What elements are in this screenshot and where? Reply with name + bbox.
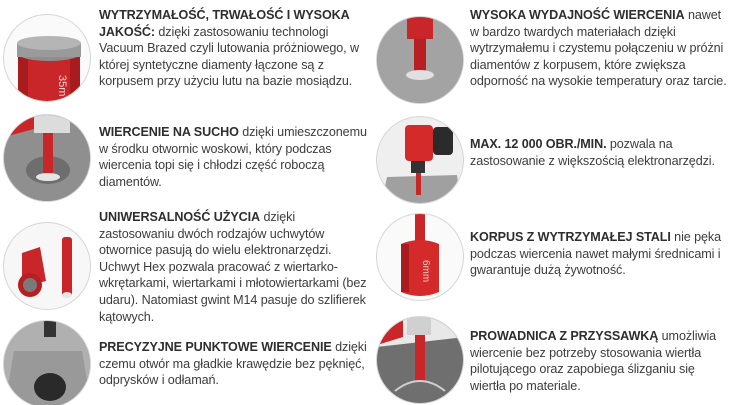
- feature-suction-guide: [470, 328, 730, 394]
- feature-heading: PRECYZYJNE PUNKTOWE WIERCENIE: [99, 340, 332, 354]
- feature-durability: [99, 7, 367, 90]
- cordless-drill-image: [376, 116, 464, 204]
- feature-body: dzięki zastosowaniu dwóch rodzajów uchwytów otwornice pasują do wielu elektronarzędzi. Uchwyt Hex pozwala pracować z wiertarko-wkrętarkami, wiertarkami i młotowiertarkami (bez udaru). Natomiast gwint M14 pasuje do szlifierek kątowych.: [99, 210, 367, 324]
- diamond-core-bit-35mm-image: [3, 14, 91, 102]
- bit-shanks-icon: [4, 223, 91, 310]
- feature-body: dzięki umieszczonemu w środku otwornic woskowi, który podczas wiercenia topi się i chłodzi część roboczą diamentów.: [99, 125, 367, 189]
- suction-guide-icon: [377, 317, 464, 404]
- svg-text:35m: 35m: [56, 75, 68, 97]
- feature-heading: WYTRZYMAŁOŚĆ, TRWAŁOŚĆ I WYSOKA JAKOŚĆ:: [99, 8, 350, 39]
- two-bit-shanks-image: [3, 222, 91, 310]
- feature-body: pozwala na zastosowanie z większością elektronarzędzi.: [470, 137, 715, 168]
- cordless-drill-icon: [377, 117, 464, 204]
- svg-text:6mm: 6mm: [420, 260, 431, 283]
- feature-heading: PROWADNICA Z PRZYSSAWKĄ: [470, 329, 659, 343]
- drilled-hole-icon: [4, 321, 91, 405]
- feature-body: dzięki zastosowaniu technologi Vacuum Brazed czyli lutowania próżniowego, w której syntetyczne diamenty łączone są z korpusem przy użyciu lutu na bazie mosiądzu.: [99, 24, 359, 89]
- feature-body: nie pęka podczas wiercenia nawet małymi średnicami i gwarantuje dużą żywotność.: [470, 230, 721, 278]
- feature-precision: [99, 339, 367, 389]
- feature-heading: MAX. 12 000 OBR./MIN.: [470, 137, 607, 151]
- feature-heading: KORPUS Z WYTRZYMAŁEJ STALI: [470, 230, 671, 244]
- steel-bit-body-6mm-image: [376, 213, 464, 301]
- feature-max-rpm: [470, 136, 730, 169]
- clean-drilled-hole-image: [3, 320, 91, 405]
- feature-body: nawet w bardzo twardych materiałach dzięki wytrzymałemu i czystemu połączeniu w próżni diamentów z korpusem, które zwiększa odporność na wysokie temperatury oraz tarcie.: [470, 8, 727, 89]
- drilling-tile-image: [3, 114, 91, 202]
- feature-body: umożliwia wiercenie bez potrzeby stosowania wiertła pilotującego oraz zapobiega ślizganiu się wiertła po materiale.: [470, 329, 717, 393]
- feature-dry-drilling: [99, 124, 367, 190]
- feature-versatility: [99, 209, 367, 325]
- feature-steel-body: [470, 229, 730, 279]
- drill-in-tile-icon: [4, 115, 91, 202]
- feature-efficiency: [470, 7, 730, 90]
- diamond-bit-icon: [4, 15, 91, 102]
- bit-in-hard-material-image: [376, 16, 464, 104]
- suction-cup-guide-image: [376, 316, 464, 404]
- feature-heading: WYSOKA WYDAJNOŚĆ WIERCENIA: [470, 8, 685, 22]
- feature-body: dzięki czemu otwór ma gładkie krawędzie bez pęknięć, odprysków i odłamań.: [99, 340, 367, 388]
- feature-heading: WIERCENIE NA SUCHO: [99, 125, 239, 139]
- bit-in-stone-icon: [377, 17, 464, 104]
- feature-heading: UNIWERSALNOŚĆ UŻYCIA: [99, 210, 261, 224]
- steel-bit-body-icon: [377, 214, 464, 301]
